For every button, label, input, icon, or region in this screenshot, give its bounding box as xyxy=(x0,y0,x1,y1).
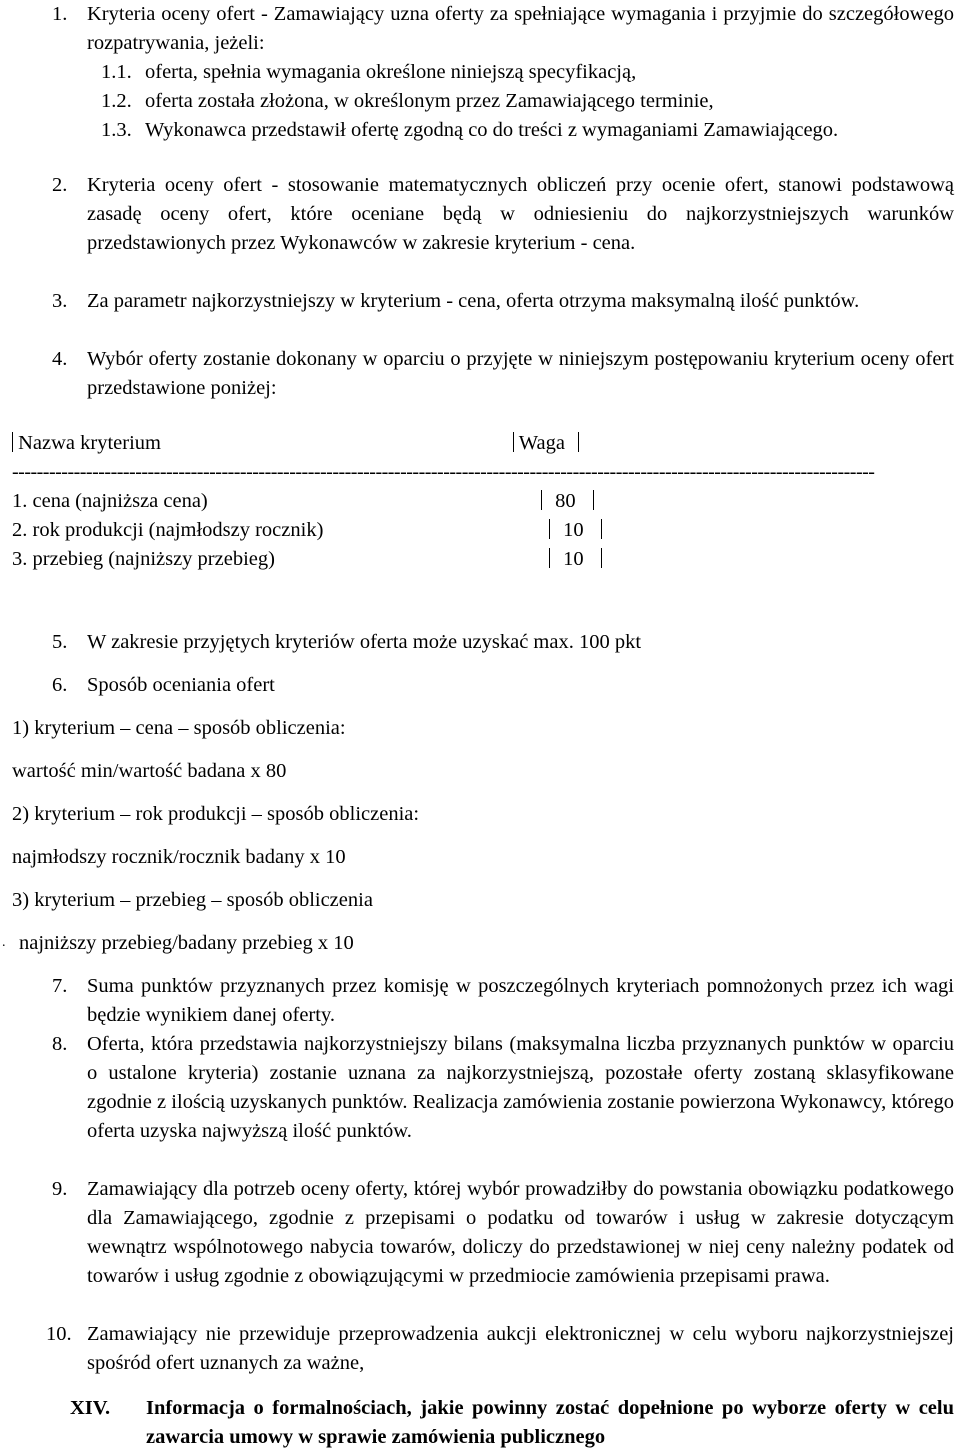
criterion-label: 1) kryterium – cena – sposób obliczenia: xyxy=(12,717,346,739)
item-number: 1.1. xyxy=(101,61,132,83)
criterion-label: 2) kryterium – rok produkcji – sposób obliczenia: xyxy=(12,803,420,825)
criterion-formula: najniższy przebieg/badany przebieg x 10 xyxy=(19,932,354,954)
item-number: 5. xyxy=(52,631,68,653)
item-number: 1. xyxy=(52,3,68,25)
column-separator xyxy=(541,490,542,510)
item-text: Kryteria oceny ofert - Zamawiający uzna oferty za spełniające wymagania i przyjmie do szczegółowego rozpatrywania, jeżeli: xyxy=(87,3,954,54)
stray-dot: . xyxy=(2,935,6,950)
column-separator xyxy=(601,548,602,568)
item-text: Za parametr najkorzystniejszy w kryterium - cena, oferta otrzyma maksymalną ilość punktów. xyxy=(87,290,860,312)
item-text: W zakresie przyjętych kryteriów oferta może uzyskać max. 100 pkt xyxy=(87,631,642,653)
column-separator xyxy=(549,519,550,539)
item-number: 1.3. xyxy=(101,119,132,141)
weight-value: 10 xyxy=(563,519,584,541)
table-row-weight xyxy=(549,545,602,574)
table-header-weight xyxy=(513,429,579,458)
header-weight: Waga xyxy=(518,432,565,454)
table-row: 3. przebieg (najniższy przebieg) xyxy=(12,548,275,570)
table-header xyxy=(12,429,161,458)
item-number: 7. xyxy=(52,975,68,997)
section-title: Informacja o formalnościach, jakie powinny zostać dopełnione po wyborze oferty w celu zawarcia umowy w sprawie zamówienia publicznego xyxy=(146,1397,954,1448)
column-separator xyxy=(12,432,13,452)
header-name: Nazwa kryterium xyxy=(18,432,161,454)
table-row: 1. cena (najniższa cena) xyxy=(12,490,208,512)
item-number: 9. xyxy=(52,1178,68,1200)
column-separator xyxy=(601,519,602,539)
criterion-formula: najmłodszy rocznik/rocznik badany x 10 xyxy=(12,846,346,868)
item-text: Wybór oferty zostanie dokonany w oparciu o przyjęte w niniejszym postępowaniu kryterium oceny ofert przedstawione poniżej: xyxy=(87,348,954,399)
column-separator xyxy=(578,432,579,452)
item-number: 3. xyxy=(52,290,68,312)
item-text: Kryteria oceny ofert - stosowanie matematycznych obliczeń przy ocenie ofert, stanowi podstawową zasadę oceny ofert, które oceniane będą w odniesieniu do najkorzystniejszych warunków przedstawionych przez Wykonawców w zakresie kryterium - cena. xyxy=(87,174,954,254)
item-number: 6. xyxy=(52,674,68,696)
item-number: 10. xyxy=(46,1323,72,1345)
item-text: Oferta, która przedstawia najkorzystniejszy bilans (maksymalna liczba przyznanych punktów w oparciu o ustalone kryteria) zostanie uznana za najkorzystniejszą, pozostałe oferty zostaną sklasyfikowane zgodnie z ilością uzyskanych punktów. Realizacja zamówienia zostanie powierzona Wykonawcy, którego oferta uzyska najwyższą ilość punktów. xyxy=(87,1033,954,1142)
item-text: Sposób oceniania ofert xyxy=(87,674,275,696)
item-text: Zamawiający dla potrzeb oceny oferty, której wybór prowadziłby do powstania obowiązku podatkowego dla Zamawiającego, zgodnie z przepisami o podatku od towarów i usług w zakresie dotyczącym wewnątrz wspólnotowego nabycia towarów, doliczy do przedstawionej w niej ceny należny podatek od towarów i usług zgodnie z obowiązującymi w przedmiocie zamówienia przepisami prawa. xyxy=(87,1178,954,1287)
item-text: Wykonawca przedstawił ofertę zgodną co do treści z wymaganiami Zamawiającego. xyxy=(145,119,839,141)
column-separator xyxy=(513,432,514,452)
item-text: oferta została złożona, w określonym przez Zamawiającego terminie, xyxy=(145,90,714,112)
table-row-weight xyxy=(541,487,594,516)
column-separator xyxy=(549,548,550,568)
table-row-weight xyxy=(549,516,602,545)
weight-value: 10 xyxy=(563,548,584,570)
criterion-formula: wartość min/wartość badana x 80 xyxy=(12,760,287,782)
item-text: oferta, spełnia wymagania określone niniejszą specyfikacją, xyxy=(145,61,637,83)
item-number: 1.2. xyxy=(101,90,132,112)
table-divider: -------------------------------------------------------------------------------------------------------------------------------------------- xyxy=(12,461,875,483)
item-text: Suma punktów przyznanych przez komisję w poszczególnych kryteriach pomnożonych przez ich wagi będzie wynikiem danej oferty. xyxy=(87,975,954,1026)
section-number: XIV. xyxy=(70,1397,111,1419)
weight-value: 80 xyxy=(555,490,576,512)
item-number: 2. xyxy=(52,174,68,196)
column-separator xyxy=(593,490,594,510)
item-text: Zamawiający nie przewiduje przeprowadzenia aukcji elektronicznej w celu wyboru najkorzystniejszej spośród ofert uznanych za ważne, xyxy=(87,1323,954,1374)
item-number: 8. xyxy=(52,1033,68,1055)
item-number: 4. xyxy=(52,348,68,370)
criterion-label: 3) kryterium – przebieg – sposób obliczenia xyxy=(12,889,373,911)
table-row: 2. rok produkcji (najmłodszy rocznik) xyxy=(12,519,324,541)
